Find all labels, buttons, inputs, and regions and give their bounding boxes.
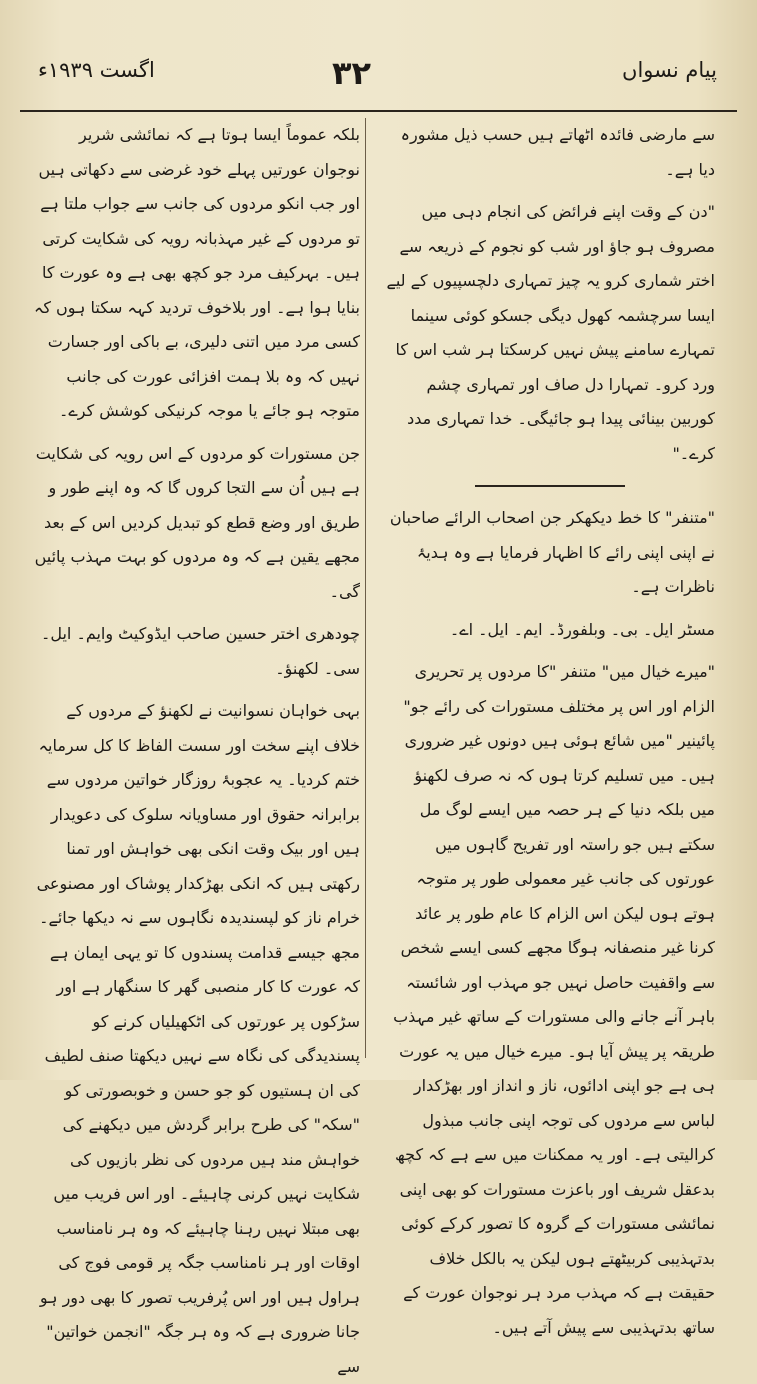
column-divider: [365, 118, 366, 1058]
section-separator: [475, 485, 625, 487]
page-number: ۳۲: [332, 54, 372, 92]
paragraph: جن مستورات کو مردوں کے اس رویہ کی شکایت ہے ہیں اُن سے التجا کروں گا کہ وہ اپنے طور و طریق اور وضع قطع کو تبدیل کردیں اس کے بعد مجھے یقین ہے کہ وہ مردوں کو بہت مہذب پائیں گی۔: [34, 443, 360, 601]
author-name: مسٹر ایل۔ بی۔ وبلفورڈ۔ ایم۔ ایل۔ اے۔: [449, 619, 715, 639]
author-name: چودھری اختر حسین صاحب ایڈوکیٹ وایم۔ ایل۔ سی۔ لکھنؤ۔: [40, 624, 360, 678]
paragraph: سے مارضی فائدہ اٹھاتے ہیں حسب ذیل مشورہ دیا ہے۔: [400, 125, 715, 179]
paragraph: "متنفر" کا خط دیکھکر جن اصحاب الرائے صاحبان نے اپنی اپنی رائے کا اظہار فرمایا ہے وہ ہدیۂ ناظرات ہے۔: [389, 508, 715, 596]
left-column: [30, 118, 360, 1376]
paragraph: "دن کے وقت اپنے فرائض کی انجام دہی میں مصروف ہو جاؤ اور شب کو نجوم کے ذریعہ سے اختر شماری کرو یہ چیز تمہاری دلچسپیوں کے لیے ایسا سرچشمہ کھول دیگی جسکو کوئی سینما تمہارے سامنے پیش نہیں کرسکتا ہر شب اس کا ورد کرو۔ تمہارا دل صاف اور تمہاری چشم کوربین بینائی پیدا ہو جائیگی۔ خدا تمہاری مدد کرے۔": [386, 202, 715, 463]
paragraph: بلکہ عموماً ایسا ہوتا ہے کہ نمائشی شریر نوجوان عورتیں پہلے خود غرضی سے دکھاتی ہیں اور جب انکو مردوں کی جانب سے جواب ملتا ہے تو مردوں کے غیر مہذبانہ رویہ کی شکایت کرتی ہیں۔ بہرکیف مرد جو کچھ بھی ہے وہ عورت کا بنایا ہوا ہے۔ اور بلاخوف تردید کہہ سکتا ہوں کہ کسی مرد میں اتنی دلیری، بے باکی اور جسارت نہیں کہ وہ بلا ہمت افزائی عورت کی جانب متوجہ ہو جائے یا موجہ کرنیکی کوشش کرے۔: [33, 125, 360, 420]
paragraph: بہی خواہان نسوانیت نے لکھنؤ کے مردوں کے خلاف اپنے سخت اور سست الفاظ کا کل سرمایہ ختم کردیا۔ یہ عجوبۂ روزگار خواتین مردوں سے برابرانہ حقوق اور مساویانہ سلوک کی دعویدار ہیں اور بیک وقت انکی بھی خواہش اور تمنا رکھتی ہیں کہ انکی بھڑکدار پوشاک اور مصنوعی خرام ناز کو لپسندیدہ نگاہوں سے نہ دیکھا جائے۔ مجھ جیسے قدامت پسندوں کا تو یہی ایمان ہے کہ عورت کا کار منصبی گھر کا سنگھار ہے اور سڑکوں پر عورتوں کی اٹکھیلیاں کرنے کو پسندیدگی کی نگاہ سے نہیں دیکھتا صنف لطیف کی ان ہستیوں کو جو حسن و خوبصورتی کو "سکہ" کی طرح برابر گردش میں دیکھنے کی خواہش مند ہیں مردوں کی نظر بازیوں کی شکایت نہیں کرنی چاہیئے۔ اور اس فریب میں بھی مبتلا نہیں رہنا چاہیئے کہ وہ ہر نامناسب اوقات اور ہر نامناسب جگہ پر قومی فوج کی ہراول ہیں اور اس پُرفریب تصور کا بھی دور ہو جانا ضروری ہے کہ وہ ہر جگہ "انجمن خواتین" سے: [36, 701, 360, 1376]
page-header: [20, 40, 737, 112]
magazine-title: پیام نسواں: [622, 58, 717, 82]
issue-date: اگست ۱۹۳۹ء: [38, 58, 155, 82]
right-column: [385, 118, 715, 1337]
paragraph: "میرے خیال میں" متنفر "کا مردوں پر تحریری الزام اور اس پر مختلف مستورات کی رائے جو" پائینیر "میں شائع ہوئی ہیں دونوں غیر ضروری ہیں۔ میں تسلیم کرتا ہوں کہ نہ صرف لکھنؤ میں بلکہ دنیا کے ہر حصہ میں ایسے لوگ مل سکتے ہیں جو راستہ اور تفریح گاہوں میں عورتوں کی جانب غیر معمولی طور پر متوجہ ہوتے ہوں لیکن اس الزام کا عام طور پر عائد کرنا غیر منصفانہ ہوگا مجھے کسی ایسے شخص سے واقفیت حاصل نہیں جو مہذب اور شائستہ باہر آنے جانے والی مستورات کے ساتھ غیر مہذب طریقہ پر پیش آیا ہو۔ میرے خیال میں یہ عورت ہی ہے جو اپنی ادائوں، ناز و انداز اور بھڑکدار لباس سے مردوں کی توجہ اپنی جانب مبذول کرالیتی ہے۔ اور یہ ممکنات میں سے ہے کہ کچھ بدعقل شریف اور باعزت مستورات کو بھی اپنی نمائشی مستورات کے گروہ کا تصور کرکے کوئی بدتہذیبی کربیٹھتے ہوں لیکن یہ بالکل خلاف حقیقت ہے کہ مہذب مرد ہر نوجوان عورت کے ساتھ بدتہذیبی سے پیش آتے ہیں۔: [393, 662, 715, 1337]
